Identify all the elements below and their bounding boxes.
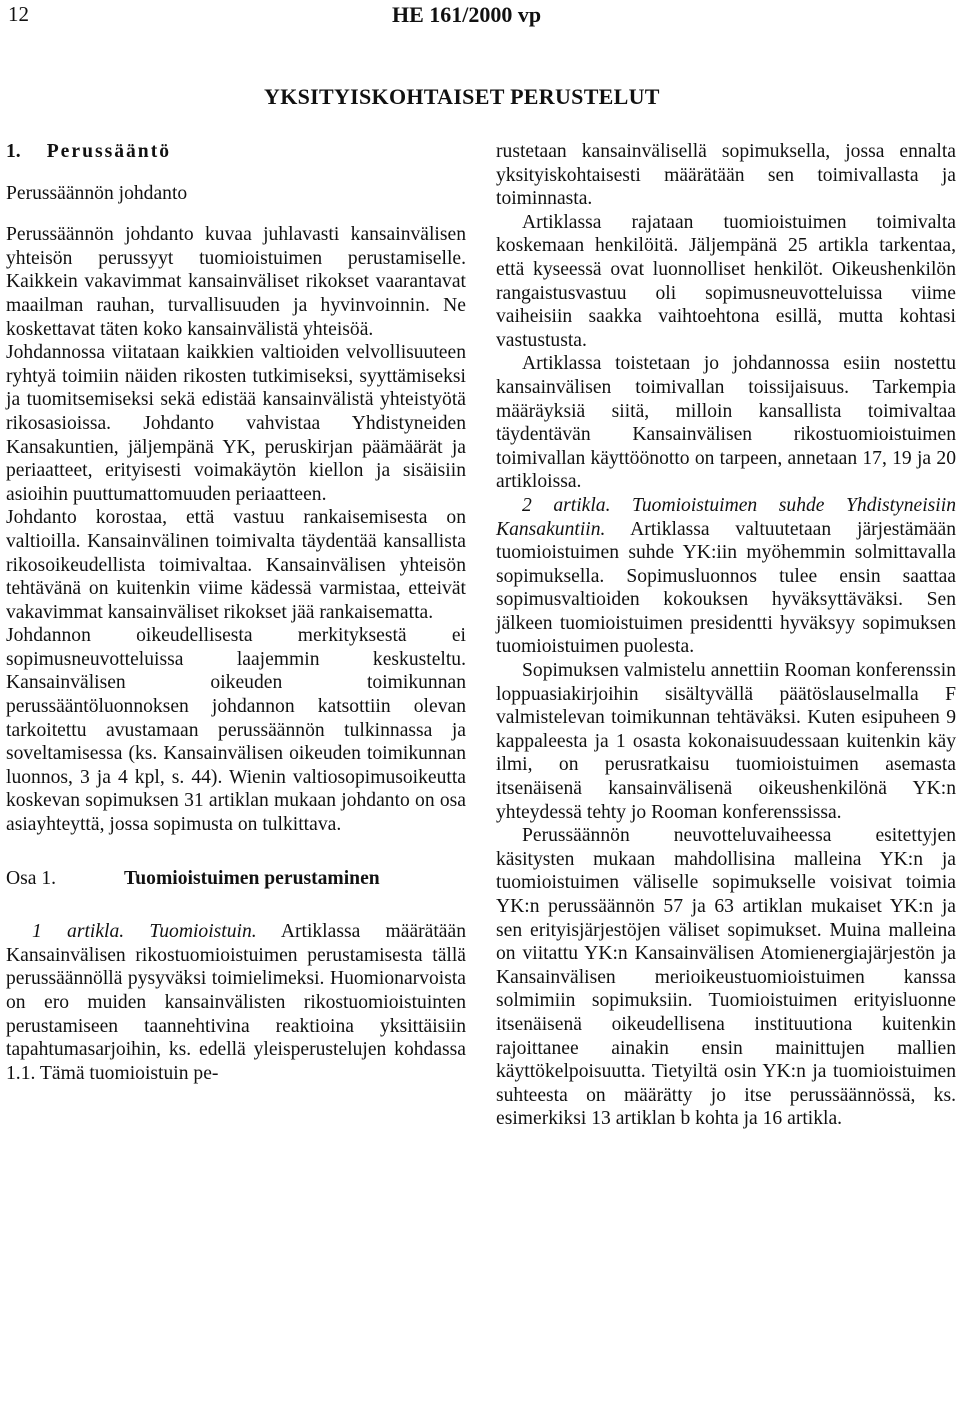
section-title-text: Perussääntö — [46, 141, 172, 162]
document-id: HE 161/2000 vp — [392, 2, 542, 27]
article-1-paragraph — [6, 920, 466, 1085]
article-2-heading: 2 artikla. Tuomioistuimen suhde Yhdistyneisiin Kansakuntiin. — [496, 494, 956, 540]
article-2-paragraph — [496, 494, 956, 659]
paragraph: rustetaan kansainvälisellä sopimuksella, jossa ennalta yksityiskohtaisesti määrätään sen toimivallasta ja toiminnasta. — [496, 141, 956, 210]
paragraph: Johdannossa viitataan kaikkien valtioiden velvollisuuteen ryhtyä toimiin näiden rikosten tutkimiseksi, syyttämiseksi ja tuomitsemiseksi sekä edistää kansainvälistä yhteistyötä rikosasioissa. Johdanto vahvistaa Yhdistyneiden Kansakuntien, jäljempänä YK, peruskirjan päämäärät ja periaatteet, erityisesti voimakäytön kiellon ja sisäisiin asioihin puuttumattomuuden periaatteen. — [6, 342, 466, 505]
paragraph: Perussäännön neuvotteluvaiheessa esitettyjen käsitysten mukaan mahdollisina malleina YK:n ja tuomioistuimen väliselle sopimukselle voisivat toimia YK:n perussäännön 57 ja 63 artiklan mukaiset YK:n ja sen erityisjärjestöjen väliset sopimukset. Muina malleina on viitattu YK:n Kansainvälisen Atomienergiajärjestön ja Kansainvälisen merioikeustuomioistuimen kanssa solmimiin sopimuksiin. Tuomioistuimen erityisluonne itsenäisenä oikeudellisena instituutiona kuitenkin rajoittanee ainakin ensin mainittujen mallien käyttökelpoisuutta. Tietyiltä osin YK:n ja tuomioistuimen suhteesta on määrätty jo itse perussäännössä, ks. esimerkiksi 13 artiklan b kohta ja 16 artikla. — [496, 825, 956, 1130]
part-title: Tuomioistuimen perustaminen — [124, 867, 380, 889]
page-number: 12 — [8, 2, 29, 26]
article-1-text: Artiklassa määrätään Kansainvälisen rikostuomioistuimen perustamisesta tällä perussäännöllä pysyväksi toimielimeksi. Huomionarvoista on ero muiden kansainvälisten rikostuomioistuinten perustamiseen taannehtivina reaktioina yksittäisiin tapahtumasarjoihin, ks. edellä yleisperustelujen kohdassa 1.1. Tämä tuomioistuin pe- — [6, 921, 466, 1084]
article-2-text: Artiklassa valtuutetaan järjestämään tuomioistuimen suhde YK:iin myöhemmin solmittavalla sopimuksella. Sopimusluonnos tulee ensin saattaa sopimusvaltioiden kokouksen hyväksyttäväksi. Sen jälkeen tuomioistuimen presidentti hyväksyy sopimuksen tuomioistuimen puolesta. — [496, 518, 956, 658]
paragraph: Artiklassa toistetaan jo johdannossa esiin nostettu kansainvälisen toimivallan toissijaisuus. Tarkempia määräyksiä siitä, milloin kansallista toimivaltaa täydentävän Kansainvälisen rikostuomioistuimen toimivallan käyttöönotto on tarpeen, annetaan 17, 19 ja 20 artikloissa. — [496, 353, 956, 493]
paragraph: Johdanto korostaa, että vastuu rankaisemisesta on valtioilla. Kansainvälinen toimivalta täydentää kansallista rikosoikeudellista toimivaltaa. Kansainvälisen yhteisön tehtävänä on kuitenkin viime kädessä varmistaa, etteivät vakavimmat kansainväliset rikokset jää rankaisematta. — [6, 507, 466, 623]
article-1-heading: 1 artikla. Tuomioistuin. — [32, 921, 257, 943]
paragraph: Artiklassa rajataan tuomioistuimen toimivalta koskemaan henkilöitä. Jäljempänä 25 artikla tarkentaa, että kyseessä ovat luonnolliset henkilöt. Oikeushenkilön rangaistusvastuu oli sopimusneuvotteluissa viime vaiheisiin saakka vaihtoehtona esillä, mutta kohtasi vastustusta. — [496, 211, 956, 351]
paragraph: Perussäännön johdanto kuvaa juhlavasti kansainvälisen yhteisön perussyyt tuomioistuimen perustamiselle. Kaikkein vakavimmat kansainväliset rikokset vaarantavat maailman rauhan, turvallisuuden ja hyvinvoinnin. Ne koskettavat täten koko kansainvälistä yhteisöä. — [6, 224, 466, 340]
part-label: Osa 1. — [6, 867, 57, 889]
page-header — [0, 2, 960, 32]
right-column — [496, 140, 956, 1131]
left-column — [6, 140, 466, 1085]
part-heading — [6, 867, 466, 891]
subsection-title: Perussäännön johdanto — [6, 182, 188, 204]
paragraph: Johdannon oikeudellisesta merkityksestä ei sopimusneuvotteluissa laajemmin keskusteltu. Kansainvälisen oikeuden toimikunnan perussääntöluonnoksen johdannon katsottiin olevan tarkoitettu avustamaan perussäännön tulkinnassa ja soveltamisessa (ks. Kansainvälisen oikeuden toimikunnan luonnos, 3 ja 4 kpl, s. 44). Wienin valtiosopimusoikeutta koskevan sopimuksen 31 artiklan mukaan johdanto on osa asiayhteyttä, jossa sopimusta on tulkittava. — [6, 625, 466, 836]
section-number: 1. — [6, 141, 21, 162]
paragraph: Sopimuksen valmistelu annettiin Rooman konferenssin loppuasiakirjoihin sisältyvällä päätöslauselmalla F valmistelevan toimikunnan tehtäväksi. Kuten esipuheen 9 kappaleesta ja 1 osasta kokonaisuudessaan kuitenkin käy ilmi, on perusratkaisu tuomioistuimen asemasta itsenäisenä kansainvälisenä oikeushenkilönä YK:n yhteydessä tehty jo Rooman konferenssissa. — [496, 660, 956, 823]
section-title — [6, 140, 466, 164]
main-heading: YKSITYISKOHTAISET PERUSTELUT — [264, 84, 660, 109]
